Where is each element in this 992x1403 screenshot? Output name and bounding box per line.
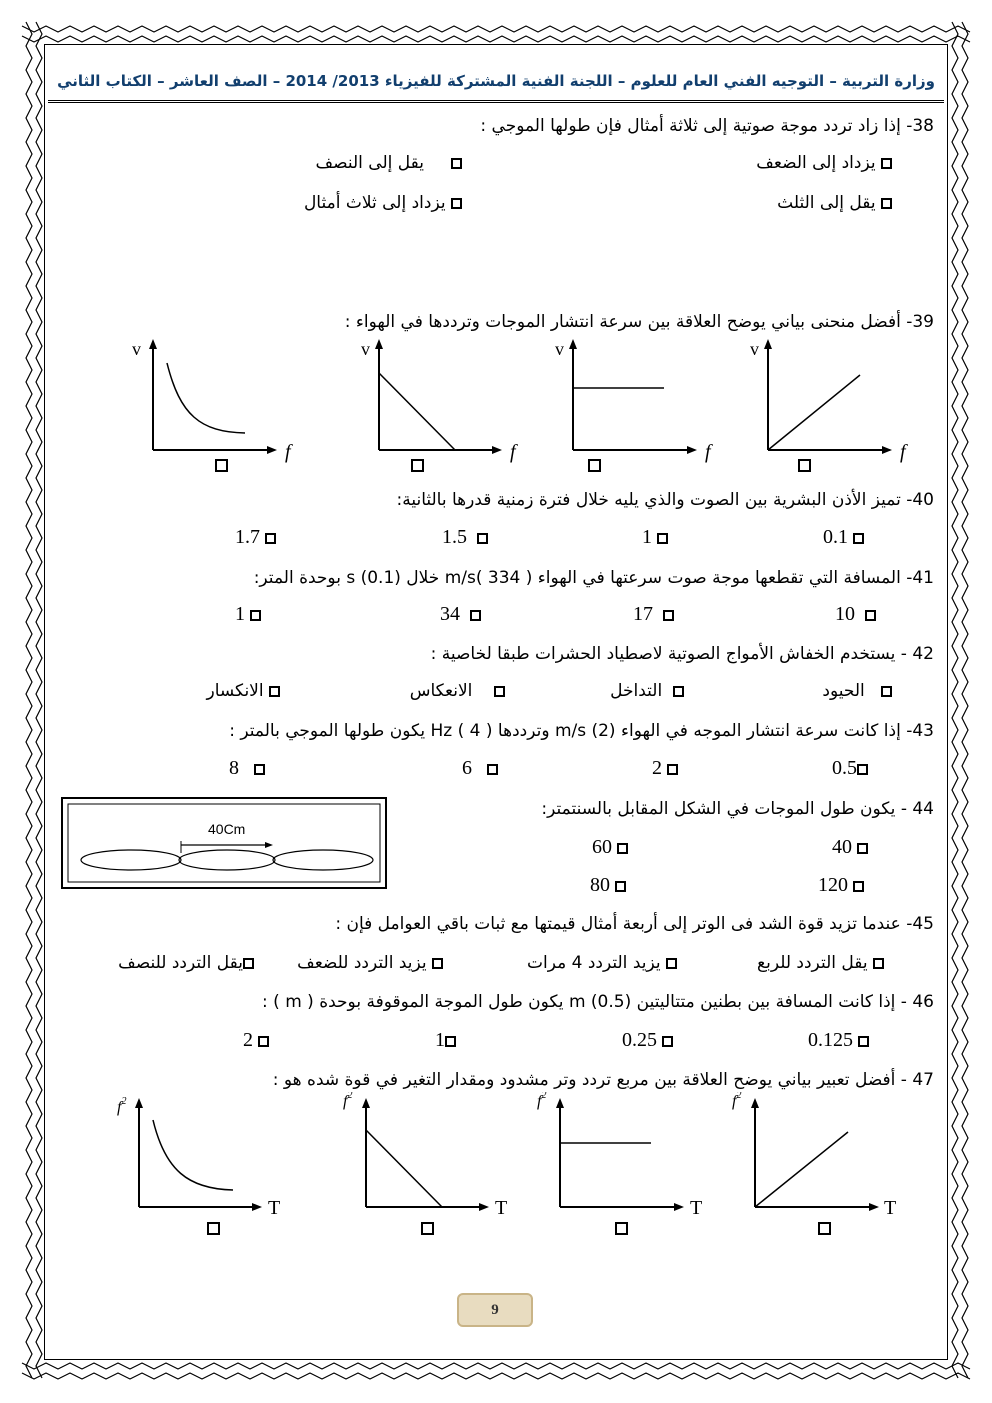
q44-option-a[interactable]: 40 bbox=[832, 836, 868, 859]
q39-graph2-x-label: f bbox=[510, 441, 516, 463]
checkbox-icon[interactable] bbox=[858, 1036, 869, 1047]
q41-option-b[interactable]: 17 bbox=[633, 603, 674, 626]
q39-graph-decreasing-line bbox=[361, 339, 518, 463]
q39-graph4-y-label: v bbox=[750, 339, 759, 359]
q46-option-d[interactable]: 2 bbox=[243, 1029, 269, 1052]
q47-graph-constant bbox=[537, 1092, 702, 1219]
checkbox-icon[interactable] bbox=[865, 610, 876, 621]
header-divider bbox=[48, 100, 944, 103]
checkbox-icon[interactable] bbox=[477, 533, 488, 544]
checkbox-icon[interactable] bbox=[269, 686, 280, 697]
q41-option-d[interactable]: 1 bbox=[235, 603, 261, 626]
checkbox-icon[interactable] bbox=[487, 764, 498, 775]
q40-option-b[interactable]: 1 bbox=[642, 526, 668, 549]
q47-graph4-x-label: T bbox=[884, 1197, 897, 1219]
question-47: 47 - أفضل تعبير بياني يوضح العلاقة بين مربع تردد وتر مشدود ومقدار التغير في قوة شده هو : bbox=[272, 1070, 934, 1090]
q42-option-c[interactable]: الانعكاس bbox=[410, 681, 505, 701]
q39-graph1-y-label: v bbox=[132, 339, 141, 359]
checkbox-icon[interactable] bbox=[258, 1036, 269, 1047]
q39-graph-decreasing-curve bbox=[132, 339, 293, 463]
checkbox-icon[interactable] bbox=[470, 610, 481, 621]
checkbox-icon[interactable] bbox=[853, 533, 864, 544]
q38-option-d[interactable]: يزداد إلى ثلاث أمثال bbox=[304, 193, 462, 213]
page-header: وزارة التربية – التوجيه الفني العام للعلوم – اللجنة الفنية المشتركة للفيزياء 2013/ 2014 – الصف العاشر – الكتاب الثاني bbox=[57, 72, 935, 90]
q47-graph1-x-label: T bbox=[268, 1197, 281, 1219]
q43-option-d[interactable]: 8 bbox=[229, 757, 265, 780]
q45-option-c[interactable]: يزيد التردد للضعف bbox=[297, 953, 443, 973]
checkbox-icon[interactable] bbox=[451, 198, 462, 209]
question-39: 39- أفضل منحنى بياني يوضح العلاقة بين سرعة انتشار الموجات وترددها في الهواء : bbox=[344, 312, 934, 332]
checkbox-icon[interactable] bbox=[250, 610, 261, 621]
q40-option-a[interactable]: 0.1 bbox=[823, 526, 864, 549]
q41-option-a[interactable]: 10 bbox=[835, 603, 876, 626]
question-45: 45- عندما تزيد قوة الشد فى الوتر إلى أربعة أمثال قيمتها مع ثبات باقي العوامل فإن : bbox=[335, 914, 934, 934]
q39-checkbox-4[interactable] bbox=[798, 459, 811, 472]
q47-graph4-y-label: $f^2$ bbox=[732, 1092, 742, 1110]
q43-option-c[interactable]: 6 bbox=[462, 757, 498, 780]
question-40: 40- تميز الأذن البشرية بين الصوت والذي يليه خلال فترة زمنية قدرها بالثانية: bbox=[396, 490, 934, 510]
q46-option-c[interactable]: 1 bbox=[435, 1029, 456, 1052]
q43-option-b[interactable]: 2 bbox=[652, 757, 678, 780]
q42-option-a[interactable]: الحيود bbox=[822, 681, 892, 701]
q44-option-d[interactable]: 80 bbox=[590, 874, 626, 897]
q45-option-b[interactable]: يزيد التردد 4 مرات bbox=[527, 953, 677, 973]
checkbox-icon[interactable] bbox=[666, 958, 677, 969]
checkbox-icon[interactable] bbox=[254, 764, 265, 775]
q38-option-b[interactable]: يقل إلى النصف bbox=[316, 153, 463, 173]
q43-option-a[interactable]: 0.5 bbox=[832, 757, 868, 780]
q40-option-d[interactable]: 1.7 bbox=[235, 526, 276, 549]
q47-checkbox-4[interactable] bbox=[818, 1222, 831, 1235]
q44-option-b[interactable]: 60 bbox=[592, 836, 628, 859]
checkbox-icon[interactable] bbox=[667, 764, 678, 775]
q41-option-c[interactable]: 34 bbox=[440, 603, 481, 626]
question-42: 42 - يستخدم الخفاش الأمواج الصوتية لاصطياد الحشرات طبقا لخاصية : bbox=[430, 644, 934, 664]
q39-checkbox-2[interactable] bbox=[411, 459, 424, 472]
q39-graph2-y-label: v bbox=[361, 339, 370, 359]
checkbox-icon[interactable] bbox=[615, 881, 626, 892]
page-number: 9 bbox=[457, 1293, 533, 1327]
checkbox-icon[interactable] bbox=[881, 198, 892, 209]
checkbox-icon[interactable] bbox=[662, 1036, 673, 1047]
q47-graph3-y-label: $f^2$ bbox=[537, 1092, 547, 1110]
checkbox-icon[interactable] bbox=[673, 686, 684, 697]
q44-figure-label: 40Cm bbox=[208, 821, 246, 837]
checkbox-icon[interactable] bbox=[243, 958, 254, 969]
checkbox-icon[interactable] bbox=[857, 764, 868, 775]
q47-checkbox-2[interactable] bbox=[421, 1222, 434, 1235]
checkbox-icon[interactable] bbox=[873, 958, 884, 969]
q42-option-b[interactable]: التداخل bbox=[610, 681, 684, 701]
q47-graph-decreasing-line bbox=[343, 1092, 507, 1219]
q39-graphs bbox=[0, 335, 992, 475]
q47-graph-decreasing-curve bbox=[117, 1096, 280, 1219]
q46-option-a[interactable]: 0.125 bbox=[808, 1029, 869, 1052]
checkbox-icon[interactable] bbox=[265, 533, 276, 544]
q38-option-a[interactable]: يزداد إلى الضعف bbox=[756, 153, 892, 173]
q44-option-c[interactable]: 120 bbox=[818, 874, 864, 897]
question-46: 46 - إذا كانت المسافة بين بطنين متتاليتين m (0.5) يكون طول الموجة الموقوفة بوحدة ( m ) : bbox=[262, 992, 934, 1012]
question-38: 38- إذا زاد تردد موجة صوتية إلى ثلاثة أمثال فإن طولها الموجي : bbox=[480, 116, 934, 136]
q39-checkbox-1[interactable] bbox=[215, 459, 228, 472]
checkbox-icon[interactable] bbox=[445, 1036, 456, 1047]
q47-checkbox-3[interactable] bbox=[615, 1222, 628, 1235]
question-41: 41- المسافة التي تقطعها موجة صوت سرعتها في الهواء m/s( 334 ) خلال s (0.1) بوحدة المتر: bbox=[253, 568, 934, 588]
q47-graph2-y-label: $f^2$ bbox=[343, 1092, 353, 1110]
q47-graphs bbox=[0, 1092, 992, 1222]
q39-graph-increasing-line bbox=[750, 339, 908, 463]
checkbox-icon[interactable] bbox=[853, 881, 864, 892]
q47-graph2-x-label: T bbox=[495, 1197, 508, 1219]
q39-checkbox-3[interactable] bbox=[588, 459, 601, 472]
q47-graph-increasing-line bbox=[732, 1092, 896, 1219]
q47-checkbox-1[interactable] bbox=[207, 1222, 220, 1235]
q45-option-d[interactable]: يقل التردد للنصف bbox=[118, 953, 254, 973]
question-44: 44 - يكون طول الموجات في الشكل المقابل بالسنتمتر: bbox=[541, 799, 934, 819]
checkbox-icon[interactable] bbox=[663, 610, 674, 621]
q39-graph4-x-label: f bbox=[900, 441, 906, 463]
checkbox-icon[interactable] bbox=[881, 686, 892, 697]
checkbox-icon[interactable] bbox=[657, 533, 668, 544]
q39-graph-constant bbox=[555, 339, 713, 463]
q46-option-b[interactable]: 0.25 bbox=[622, 1029, 673, 1052]
checkbox-icon[interactable] bbox=[494, 686, 505, 697]
q39-graph3-y-label: v bbox=[555, 339, 564, 359]
q44-figure bbox=[61, 797, 387, 889]
checkbox-icon[interactable] bbox=[617, 843, 628, 854]
checkbox-icon[interactable] bbox=[881, 158, 892, 169]
q39-graph3-x-label: f bbox=[705, 441, 711, 463]
q45-option-a[interactable]: يقل التردد للربع bbox=[757, 953, 884, 973]
q47-graph1-y-label: $f^2$ bbox=[117, 1096, 127, 1116]
question-43: 43- إذا كانت سرعة انتشار الموجه في الهواء m/s (2) وترددها Hz ( 4 ) يكون طولها الموجي بالمتر : bbox=[229, 721, 934, 741]
q38-option-c[interactable]: يقل إلى الثلث bbox=[777, 193, 892, 213]
checkbox-icon[interactable] bbox=[451, 158, 462, 169]
q47-graph3-x-label: T bbox=[690, 1197, 703, 1219]
checkbox-icon[interactable] bbox=[857, 843, 868, 854]
checkbox-icon[interactable] bbox=[432, 958, 443, 969]
q40-option-c[interactable]: 1.5 bbox=[442, 526, 488, 549]
q39-graph1-x-label: f bbox=[285, 441, 291, 463]
q42-option-d[interactable]: الانكسار bbox=[207, 681, 281, 701]
